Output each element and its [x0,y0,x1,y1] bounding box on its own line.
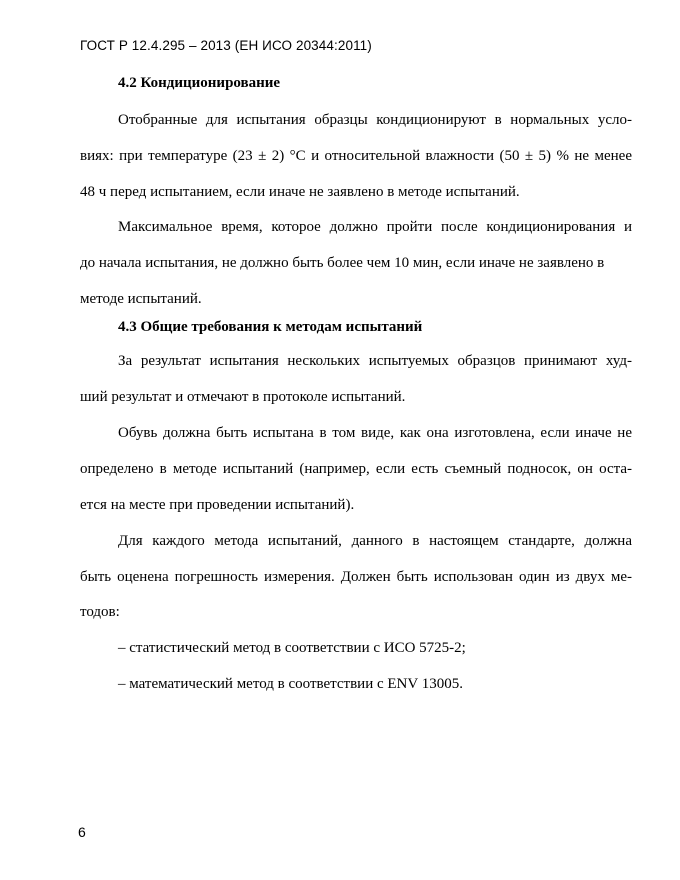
paragraph-line: 48 ч перед испытанием, если иначе не заявлено в методе испытаний. [80,184,520,200]
paragraph-line: тодов: [80,604,120,620]
paragraph-line: Для каждого метода испытаний, данного в настоящем стандарте, должна [118,533,632,549]
paragraph-line: ший результат и отмечают в протоколе испытаний. [80,389,406,405]
paragraph-line: быть оценена погрешность измерения. Должен быть использован один из двух ме- [80,569,632,585]
paragraph-line: Отобранные для испытания образцы кондиционируют в нормальных усло- [118,112,632,128]
paragraph-line: методе испытаний. [80,291,202,307]
standard-header: ГОСТ Р 12.4.295 – 2013 (ЕН ИСО 20344:2011) [80,38,372,53]
paragraph-line: до начала испытания, не должно быть более чем 10 мин, если иначе не заявлено в [80,255,605,271]
list-item: – математический метод в соответствии с ENV 13005. [118,676,463,692]
paragraph-line: Максимальное время, которое должно пройти после кондиционирования и [118,219,632,235]
paragraph-line: ется на месте при проведении испытаний). [80,497,355,513]
paragraph-line: Обувь должна быть испытана в том виде, как она изготовлена, если иначе не [118,425,632,441]
list-item: – статистический метод в соответствии с ИСО 5725-2; [118,640,466,656]
page-number: 6 [78,824,86,840]
paragraph-line: За результат испытания нескольких испытуемых образцов принимают худ- [118,353,632,369]
section-4-3-heading: 4.3 Общие требования к методам испытаний [118,319,423,335]
paragraph-line: определено в методе испытаний (например, если есть съемный подносок, он оста- [80,461,632,477]
paragraph-line: виях: при температуре (23 ± 2) °С и относительной влажности (50 ± 5) % не менее [80,148,632,164]
section-4-2-heading: 4.2 Кондиционирование [118,75,281,91]
